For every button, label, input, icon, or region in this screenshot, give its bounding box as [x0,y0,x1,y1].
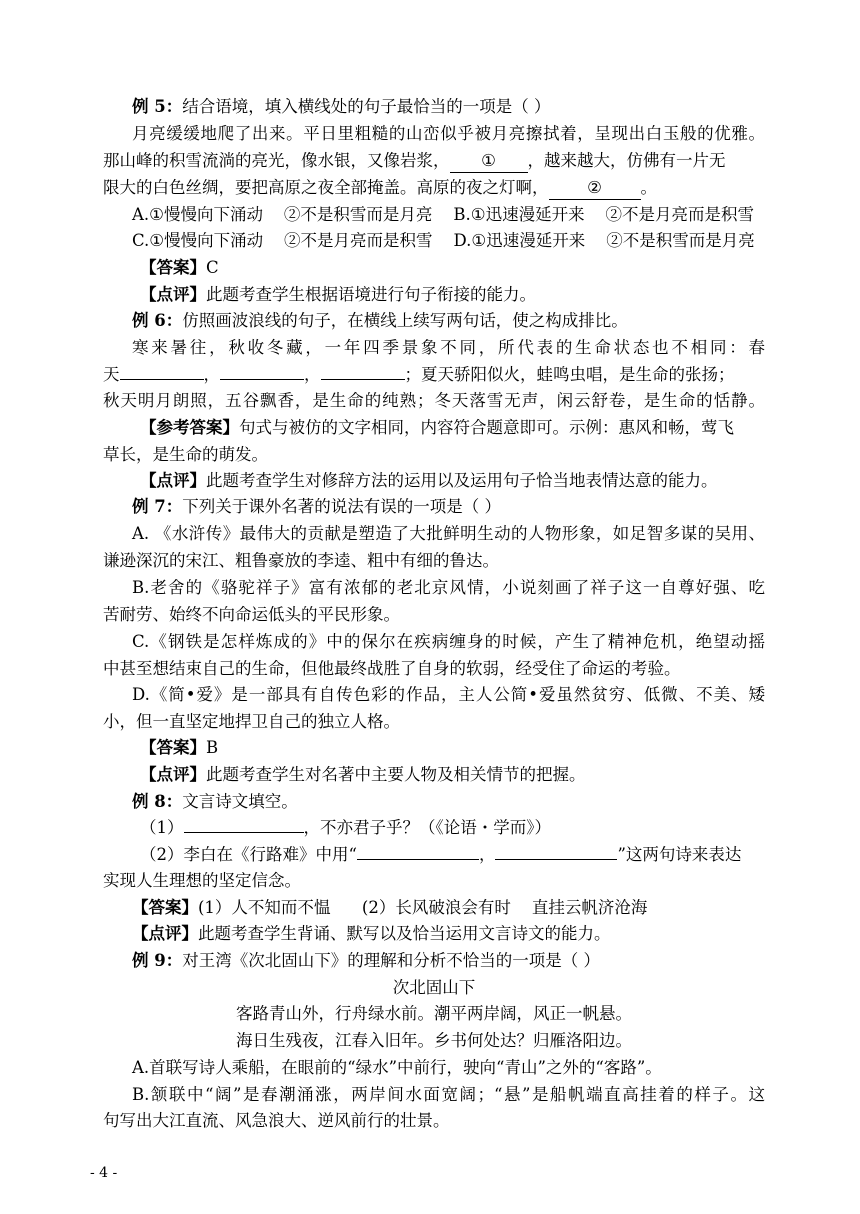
option-line: C.《钢铁是怎样炼成的》中的保尔在疾病缠身的时候，产生了精神危机，绝望动摇 [132,632,765,651]
option-line: 句写出大江直流、风急浪大、逆风前行的壮景。 [103,1111,450,1130]
comment-line: 【点评】此题考查学生对修辞方法的运用以及运用句子恰当地表情达意的能力。 [140,471,718,490]
fill-blank[interactable] [184,832,304,833]
option-line: 谦逊深沉的宋江、粗鲁豪放的李逵、粗中有细的鲁达。 [103,551,499,570]
fill-blank-1[interactable]: ① [450,150,528,173]
paragraph-line: 限大的白色丝绸，要把高原之夜全部掩盖。高原的夜之灯啊， ② 。 [103,173,765,203]
answer-line: 【答案】B [140,738,219,757]
fill-blank[interactable] [495,859,617,860]
comment-line: 【点评】此题考查学生根据语境进行句子衔接的能力。 [140,285,536,304]
option-line: A.首联写诗人乘船，在眼前的“绿水”中前行，驶向“青山”之外的“客路”。 [132,1058,662,1077]
option-line: B.老舍的《骆驼祥子》富有浓郁的老北京风情，小说刻画了祥子这一自尊好强、吃 [132,578,765,597]
comment-line: 【点评】此题考查学生背诵、默写以及恰当运用文言诗文的能力。 [132,924,611,943]
paragraph-line: 草长，是生命的萌发。 [103,445,268,464]
option-line: 中甚至想结束自己的生命，但他最终战胜了自身的软弱，经受住了命运的考验。 [103,659,681,678]
paragraph-line: 天 ， ， ；夏天骄阳似火，蛙鸣虫唱，是生命的张扬； [103,365,735,384]
question-line: （2）李白在《行路难》中用“ ， ”这两句诗来表达 [140,845,742,864]
option-line: 小，但一直坚定地捍卫自己的独立人格。 [103,712,400,731]
fill-blank[interactable] [357,859,479,860]
paragraph-line: 那山峰的积雪流淌的亮光，像水银，又像岩浆， ① ，越来越大，仿佛有一片无 [103,146,765,176]
fill-blank[interactable] [220,379,304,380]
fill-blank[interactable] [120,379,204,380]
example-8-heading: 例 8：文言诗文填空。 [132,792,298,811]
example-5-heading: 例 5：结合语境，填入横线处的句子最恰当的一项是（ ） [132,97,551,116]
option-line: A.①慢慢向下涌动 ②不是积雪而是月亮 B.①迅速漫延开来 ②不是月亮而是积雪 [132,205,755,224]
paragraph-line: 实现人生理想的坚定信念。 [103,871,301,890]
option-line: B.颔联中“阔”是春潮涌涨，两岸间水面宽阔；“悬”是船帆端直高挂着的样子。这 [132,1085,765,1104]
answer-line: 【答案】(1）人不知而不愠 (2）长风破浪会有时 直挂云帆济沧海 [132,898,648,917]
fill-blank[interactable] [321,379,405,380]
poem-line: 客路青山外，行舟绿水前。潮平两岸阔，风正一帆悬。 [236,1004,632,1023]
answer-line: 【答案】C [140,258,219,277]
poem-title: 次北固山下 [392,978,476,997]
option-line: D.《简•爱》是一部具有自传色彩的作品，主人公简•爱虽然贫穷、低微、不美、矮 [132,685,765,704]
comment-line: 【点评】此题考查学生对名著中主要人物及相关情节的把握。 [140,765,586,784]
fill-blank-2[interactable]: ② [549,177,641,200]
poem-line: 海日生残夜，江春入旧年。乡书何处达？归雁洛阳边。 [236,1031,632,1050]
reference-answer-line: 【参考答案】句式与被仿的文字相同，内容符合题意即可。示例：惠风和畅，莺飞 [140,418,734,437]
paragraph-line: 秋天明月朗照，五谷飘香，是生命的纯熟；冬天落雪无声，闲云舒卷，是生命的恬静。 [103,391,765,410]
option-line: C.①慢慢向下涌动 ②不是月亮而是积雪 D.①迅速漫延开来 ②不是积雪而是月亮 [132,231,755,250]
option-line: 苦耐劳、始终不向命运低头的平民形象。 [103,605,400,624]
paragraph-line: 寒来暑往，秋收冬藏，一年四季景象不同，所代表的生命状态也不相同：春 [132,338,765,357]
option-line: A. 《水浒传》最伟大的贡献是塑造了大批鲜明生动的人物形象，如足智多谋的吴用、 [132,524,765,543]
example-9-heading: 例 9：对王湾《次北固山下》的理解和分析不恰当的一项是（ ） [132,951,600,970]
paragraph-line: 月亮缓缓地爬了出来。平日里粗糙的山峦似乎被月亮擦拭着，呈现出白玉般的优雅。 [132,124,765,143]
example-7-heading: 例 7：下列关于课外名著的说法有误的一项是（ ） [132,497,501,516]
example-6-heading: 例 6：仿照画波浪线的句子，在横线上续写两句话，使之构成排比。 [132,311,628,330]
question-line: （1） ，不亦君子乎？（《论语・学而》） [140,818,551,837]
page-number: - 4 - [90,1165,118,1181]
